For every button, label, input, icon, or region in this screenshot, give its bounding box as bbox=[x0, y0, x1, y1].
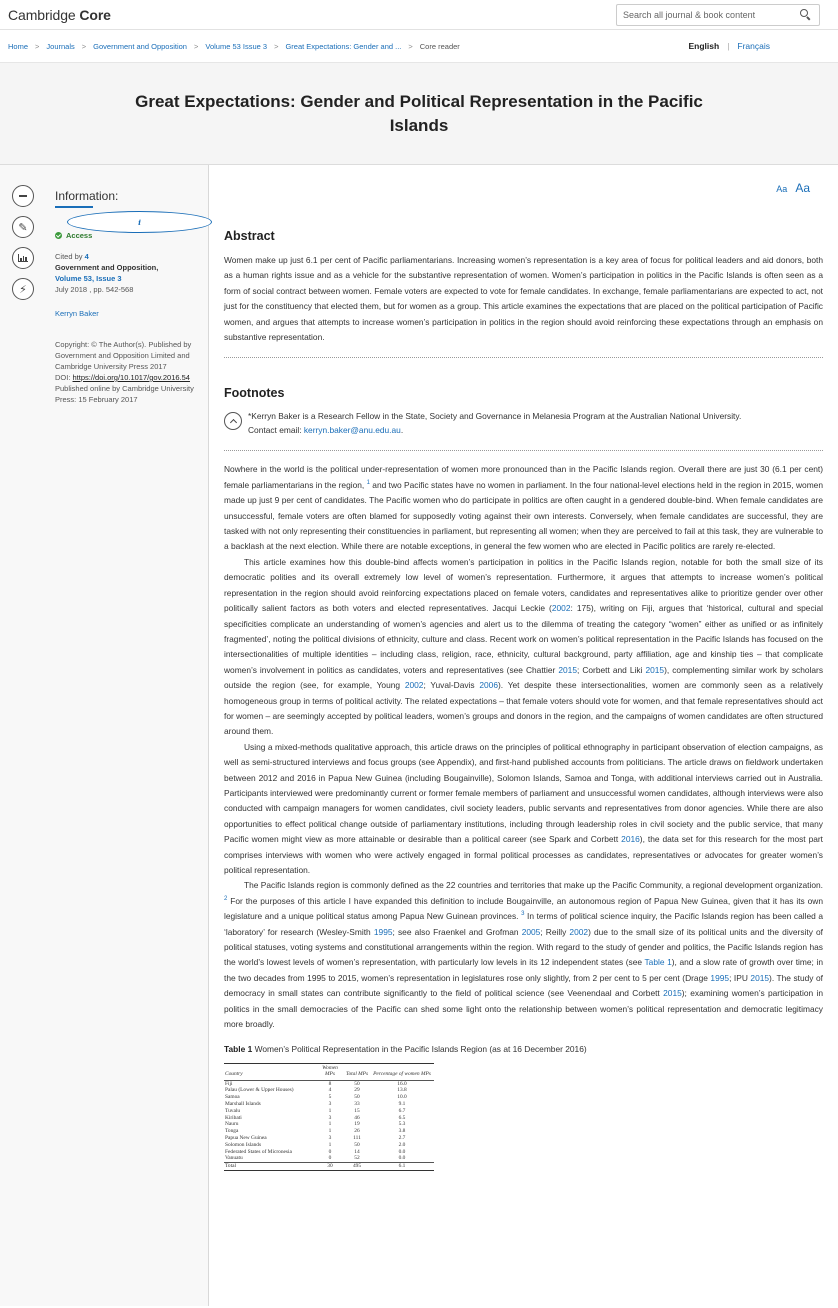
text-run: For the purposes of this article I have expanded this definition to include Bougainville, an autonomous region of Papua New Guinea, given that it has its own legislature and a unique political status among Papua New Guinean provinces. bbox=[224, 895, 824, 922]
footnote-ref[interactable]: 1 bbox=[366, 479, 370, 486]
citation-link[interactable]: 1995 bbox=[373, 926, 393, 937]
breadcrumb-current: Core reader bbox=[419, 41, 460, 51]
table-cell-pct: 13.8 bbox=[397, 1087, 407, 1094]
text-run: ; IPU bbox=[729, 972, 748, 983]
text-run: ; Yuval-Davis bbox=[423, 680, 475, 691]
breadcrumb-journal[interactable]: Government and Opposition bbox=[93, 41, 187, 51]
author-link[interactable]: Kerryn Baker bbox=[55, 309, 99, 318]
citation-link[interactable]: 2005 bbox=[521, 926, 541, 937]
table-cell-country: Tonga bbox=[225, 1128, 239, 1135]
table-row bbox=[224, 1121, 434, 1128]
text-run: ). The study of democracy in small states can contribute significantly to the field of political science (see Veenendaal and Corbett bbox=[224, 972, 824, 999]
citation-link[interactable]: 2002 bbox=[551, 603, 571, 614]
table-cell-country: Solomon Islands bbox=[225, 1141, 262, 1148]
lang-separator: | bbox=[727, 41, 730, 51]
table-row bbox=[224, 1155, 434, 1162]
footnotes-heading: Footnotes bbox=[224, 386, 285, 401]
table-header-row bbox=[224, 1064, 434, 1080]
text-run: and two Pacific states have no women in parliament. In the four national-level elections held in the region in 2015, women made up just 9 per cent of candidates. The Pacific women who do participate in politics are often caught in a gendered double-bind. When female candidates are unsuccessful, female voters are often blamed for supposedly voting against their own interests. Conversely, when female candidates are successful, they are tasked with not only representing their constituencies in parliament, but representing all women; when they are perceived to fail at this task, they are vulnerable to a backlash at the next election. While there are notable exceptions, in general the few women who are elected in Pacific politics are rarely re-elected. bbox=[224, 479, 823, 552]
table-cell-country: Nauru bbox=[225, 1121, 239, 1128]
column-header: Percentage of women MPs bbox=[370, 1064, 434, 1080]
paragraph bbox=[224, 462, 823, 554]
info-title-underline bbox=[55, 206, 93, 208]
footnote-text: *Kerryn Baker is a Research Fellow in the State, Society and Governance in Melanesia Program at the Australian National University. bbox=[248, 411, 742, 422]
breadcrumb-journals[interactable]: Journals bbox=[46, 41, 75, 51]
lightning-icon: ⚡ bbox=[19, 283, 27, 296]
chevron-up-icon bbox=[229, 419, 236, 426]
pen-icon: ✎ bbox=[18, 221, 28, 234]
table-cell-women: 4 bbox=[328, 1087, 332, 1094]
text-run: This article examines how this double-bind affects women’s participation in politics in the Pacific Islands region, notable for both the small size of its democratic polities and its overall extremely low level of women’s representation. Furthermore, it argues that attempts to increase women’s political representation in the region should avoid reinforcing expectations placed on female voters, candidates and representatives alike to prioritize gender over other politically salient factors as both voters and elected representatives. Jacqui Leckie ( bbox=[224, 556, 823, 614]
table-row bbox=[224, 1142, 434, 1149]
logo-text: Cambridge bbox=[8, 6, 76, 23]
table-cell-women: 3 bbox=[328, 1135, 332, 1142]
text-run: ). Yet despite these intersectionalities, women are commonly seen as a relatively homogeneous group in terms of political activity. The related expectations – that female voters should vote for women, and that female representatives should act for women – are seemingly accepted by political leaders, women’s groups and donors in the region, and the campaigns of women candidates are often structured around them. bbox=[224, 680, 823, 737]
doi-label: DOI: bbox=[55, 373, 71, 382]
breadcrumb-separator: > bbox=[81, 41, 87, 51]
citation-link[interactable]: 2016 bbox=[621, 834, 640, 845]
citation-link[interactable]: 2015 bbox=[663, 988, 682, 999]
copyright-text: Copyright: © The Author(s). Published by Government and Opposition Limited and Cambridge University Press 2017 bbox=[55, 340, 192, 371]
table-cell-total: 50 bbox=[354, 1094, 360, 1101]
search-input[interactable] bbox=[623, 10, 793, 20]
contact-label: Contact email: bbox=[248, 425, 302, 436]
table-row bbox=[224, 1101, 434, 1108]
citation-link[interactable]: 1995 bbox=[710, 972, 730, 983]
lang-francais[interactable]: Français bbox=[737, 41, 770, 51]
table-cell-total: 14 bbox=[354, 1148, 360, 1155]
lang-english[interactable]: English bbox=[688, 41, 720, 51]
table-cell-women: 1 bbox=[328, 1128, 332, 1135]
table-cell-total: 495 bbox=[344, 1163, 370, 1171]
breadcrumb-separator: > bbox=[274, 41, 279, 51]
text-run: ); examining women’s participation in politics in the small democracies of the Pacific can shed some light onto the relationship between women’s political representation and democratic legitimacy more broadly. bbox=[224, 988, 824, 1030]
breadcrumb-home[interactable]: Home bbox=[8, 41, 29, 51]
citation-link[interactable]: 2002 bbox=[569, 926, 589, 937]
text-run: ; see also Fraenkel and Grofman bbox=[392, 926, 519, 937]
table-cell-total: 46 bbox=[354, 1114, 360, 1121]
table-cell-total: 29 bbox=[354, 1087, 360, 1094]
cambridge-core-logo[interactable] bbox=[8, 7, 111, 23]
table-cell-country: Marshall Islands bbox=[225, 1101, 261, 1108]
author-email-link[interactable]: kerryn.baker@anu.edu.au bbox=[303, 425, 401, 436]
breadcrumb-issue[interactable]: Volume 53 Issue 3 bbox=[205, 41, 268, 51]
citation-link[interactable]: 2015 bbox=[558, 664, 577, 675]
table-link[interactable]: Table 1 bbox=[644, 957, 672, 968]
page-title: Great Expectations: Gender and Political Representation in the Pacific Islands bbox=[135, 91, 703, 135]
footnote-item bbox=[224, 409, 823, 437]
text-run: : 175), writing on Fiji, argues that ‘historical, cultural and special specificities complicate an understanding of women’s agencies and alert us to the dilemma of treating the category “women” either as unified or as infinitely fragmented’, noting the political divisions of ethnicity, culture and class. Recent work on women’s political representation in the Pacific Islands has focused on the intersectionalities of multiple identities – including class, religion, race, ethnicity, cultural background, party affiliation, age and kinship ties – that complicate women’s involvement in politics as candidates, voters and representatives (see Chattier bbox=[224, 603, 824, 675]
reader-content bbox=[0, 165, 838, 1306]
table-cell-total: 26 bbox=[354, 1128, 360, 1135]
access-label: Access bbox=[66, 231, 93, 240]
paragraph bbox=[224, 878, 823, 1032]
table-cell-country: Total bbox=[224, 1163, 316, 1171]
published-date: Published online by Cambridge University Press: 15 February 2017 bbox=[55, 384, 194, 404]
info-title: Information: bbox=[55, 189, 119, 203]
table-cell-women: 8 bbox=[328, 1080, 332, 1087]
article-body bbox=[209, 165, 838, 1306]
breadcrumb bbox=[8, 42, 460, 51]
table-cell-women: 1 bbox=[328, 1121, 332, 1128]
breadcrumb-bar bbox=[0, 30, 838, 62]
top-bar bbox=[0, 0, 838, 30]
text-run: ) due to the small size of its political units and the diversity of political statuses, voting systems and constitutional arrangements within the region. With regard to the study of gender and politics, the Pacific Islands region has the world’s lowest levels of women’s representation, with particularly low levels in its 12 independent states (see bbox=[224, 926, 824, 968]
table-row bbox=[224, 1115, 434, 1122]
quick-links-button[interactable] bbox=[12, 278, 34, 300]
table-cell-country: Palau (Lower & Upper Houses) bbox=[225, 1087, 294, 1094]
table-cell-total: 19 bbox=[354, 1121, 360, 1128]
search-icon[interactable] bbox=[800, 9, 811, 20]
table-cell-pct: 0.0 bbox=[398, 1148, 406, 1155]
cited-by-count[interactable]: 4 bbox=[84, 252, 89, 261]
table-caption bbox=[224, 1044, 823, 1054]
text-run: ), complementing similar work by scholars outside the region (see, for example, Young bbox=[224, 664, 824, 691]
table-cell-total: 50 bbox=[354, 1141, 360, 1148]
breadcrumb-separator: > bbox=[35, 41, 40, 51]
cited-by-label: Cited by bbox=[55, 252, 83, 261]
table-cell-total: 33 bbox=[354, 1101, 360, 1108]
column-header: Women MPs bbox=[316, 1064, 344, 1080]
text-run: ; Reilly bbox=[540, 926, 567, 937]
table-cell-pct: 16.0 bbox=[397, 1080, 407, 1087]
representation-table[interactable] bbox=[224, 1063, 434, 1171]
table-cell-women: 0 bbox=[328, 1148, 332, 1155]
table-cell-country: Vanuatu bbox=[225, 1155, 243, 1162]
minus-icon bbox=[19, 195, 27, 197]
table-cell-pct: 6.5 bbox=[398, 1114, 406, 1121]
table-cell-pct: 6.1 bbox=[370, 1163, 434, 1171]
paragraph bbox=[224, 555, 823, 740]
table-cell-country: Papua New Guinea bbox=[225, 1135, 267, 1142]
email-period: . bbox=[400, 425, 404, 436]
footnote-text-block bbox=[248, 409, 741, 437]
language-switcher bbox=[688, 41, 770, 51]
table-cell-women: 30 bbox=[316, 1163, 344, 1171]
table-row bbox=[224, 1128, 434, 1135]
table-cell-pct: 0.0 bbox=[398, 1155, 406, 1162]
info-sidebar bbox=[0, 165, 209, 1306]
table-cell-total: 52 bbox=[354, 1155, 360, 1162]
table-row bbox=[224, 1108, 434, 1115]
cited-by bbox=[55, 251, 200, 262]
access-badge bbox=[55, 230, 200, 241]
volume-link[interactable]: Volume 53, Issue 3 bbox=[55, 274, 122, 283]
metrics-button[interactable] bbox=[12, 247, 34, 269]
citation-link[interactable]: 2006 bbox=[479, 680, 498, 691]
table-cell-country: Federated States of Micronesia bbox=[225, 1148, 292, 1155]
article-info bbox=[55, 191, 200, 405]
table-cell-pct: 6.7 bbox=[398, 1107, 406, 1114]
text-run: In terms of political science inquiry, the Pacific Islands region has been called a ‘laboratory’ for research (Wesley-Smith bbox=[224, 911, 824, 937]
table-label: Table 1 bbox=[224, 1044, 253, 1055]
table-cell-pct: 5.3 bbox=[398, 1121, 406, 1128]
table-row bbox=[224, 1149, 434, 1156]
paragraph bbox=[224, 740, 823, 879]
doi-link[interactable]: https://doi.org/10.1017/gov.2016.54 bbox=[72, 373, 190, 382]
table-row bbox=[224, 1087, 434, 1094]
table-row bbox=[224, 1094, 434, 1101]
divider bbox=[224, 450, 823, 451]
collapse-button[interactable] bbox=[12, 185, 34, 207]
citation-link[interactable]: 2015 bbox=[645, 664, 665, 675]
font-size-controls bbox=[776, 179, 810, 197]
abstract-text: Women make up just 6.1 per cent of Pacific parliamentarians. Increasing women’s representation is a key area of focus for political leaders and aid donors, both as a human rights issue and as a vehicle for the substantive representation of women. Women’s participation in politics in the Pacific Islands is often seen as a form of social contract between women. Female voters are expected to vote for female candidates. In exchange, female parliamentarians are expected to act, not just for the constituency that elected them, but for women as a group. This article examines the expectations that are placed on the political participation of Pacific women, and argues that attempts to increase women’s participation in politics in the region should avoid reinforcing these expectations through an emphasis on substantive representation. bbox=[224, 255, 823, 343]
table-cell-pct: 3.8 bbox=[398, 1128, 406, 1135]
pages-info: July 2018 , pp. 542-568 bbox=[55, 285, 134, 294]
check-icon bbox=[55, 232, 62, 239]
title-banner bbox=[0, 62, 838, 165]
text-run: ), and a slow rate of growth over time; in the two decades from 1995 to 2015, women’s representation in legislatures rose only slightly, from 2 per cent to 5 per cent (Drage bbox=[224, 957, 823, 983]
table-cell-pct: 2.0 bbox=[398, 1141, 406, 1148]
article-text bbox=[224, 462, 823, 1032]
table-caption-text: Women’s Political Representation in the Pacific Islands Region (as at 16 December 2016) bbox=[254, 1044, 587, 1055]
text-run: The Pacific Islands region is commonly defined as the 22 countries and territories that make up the Pacific Community, a regional development organization. bbox=[244, 880, 823, 891]
breadcrumb-article[interactable]: Great Expectations: Gender and ... bbox=[285, 41, 402, 51]
table-cell-women: 1 bbox=[328, 1141, 332, 1148]
citation-link[interactable]: 2015 bbox=[750, 972, 770, 983]
table-body bbox=[224, 1080, 434, 1170]
citation-link[interactable]: 2002 bbox=[404, 680, 424, 691]
divider bbox=[224, 357, 823, 358]
font-size-increase[interactable]: Aa bbox=[795, 181, 810, 195]
table-cell-country: Samoa bbox=[225, 1094, 240, 1101]
info-icon: i bbox=[138, 217, 141, 227]
table-cell-country: Kiribati bbox=[225, 1114, 242, 1121]
column-header: Country bbox=[224, 1064, 316, 1080]
text-run: ), the data set for this research for the most part comprises interviews with women who were actively engaged in formal political processes as candidates, representatives or advocates for greater women’s political representation. bbox=[224, 834, 824, 875]
table-cell-pct: 2.7 bbox=[398, 1135, 406, 1142]
text-run: Nowhere in the world is the political under-representation of women more pronounced than in the Pacific Islands region. Overall there are just 30 (6.1 per cent) female parliamentarians in the region, bbox=[224, 464, 823, 490]
table-cell-country: Fiji bbox=[225, 1080, 233, 1087]
table-cell-pct: 9.1 bbox=[398, 1101, 406, 1108]
journal-name: Government and Opposition, bbox=[55, 263, 159, 272]
footnote-ref[interactable]: 2 bbox=[224, 895, 228, 902]
table-cell-total: 50 bbox=[354, 1080, 360, 1087]
text-run: ; Corbett and Liki bbox=[576, 664, 643, 675]
table-cell-women: 3 bbox=[328, 1114, 332, 1121]
doi-info bbox=[55, 372, 200, 383]
table-cell-women: 3 bbox=[328, 1101, 332, 1108]
bar-chart-icon bbox=[18, 254, 28, 262]
annotate-button[interactable] bbox=[12, 216, 34, 238]
table-cell-total: 111 bbox=[353, 1135, 361, 1142]
table-row bbox=[224, 1135, 434, 1142]
footnote-ref[interactable]: 3 bbox=[521, 911, 525, 918]
table-total-row bbox=[224, 1163, 434, 1171]
abstract-heading: Abstract bbox=[224, 229, 275, 243]
logo-bold-text: Core bbox=[79, 6, 111, 23]
table-cell-women: 1 bbox=[328, 1107, 332, 1114]
table-cell-women: 5 bbox=[328, 1094, 332, 1101]
table-cell-pct: 10.0 bbox=[397, 1094, 407, 1101]
text-run: Using a mixed-methods qualitative approach, this article draws on the principles of political ethnography in participant observation of election campaigns, as well as semi-structured interviews and focus groups (see Appendix), and first-hand published accounts from politicians. The article draws on fieldwork undertaken between 2012 and 2016 in Papua New Guinea (including Bougainville), Solomon Islands, Samoa and Tonga, with additional interviews carried out in Australia. Participants interviewed were predominantly current or former female members of parliament and unsuccessful women candidates, although interviews were also conducted with campaign managers for women candidates, civil society leaders, public servants and representatives from donor agencies. While there are also opportunities to effect political change outside of parliamentary institutions, including through leadership roles in civil society and the public service, that many Pacific women might view as more attainable or desirable than a political career (see Spark and Corbett bbox=[224, 741, 823, 845]
table-cell-country: Tuvalu bbox=[225, 1107, 241, 1114]
table-cell-total: 15 bbox=[354, 1107, 360, 1114]
search-box[interactable] bbox=[616, 4, 820, 26]
table-cell-women: 0 bbox=[328, 1155, 332, 1162]
footnote-toggle[interactable] bbox=[224, 412, 242, 430]
font-size-decrease[interactable]: Aa bbox=[776, 184, 788, 194]
breadcrumb-separator: > bbox=[408, 41, 413, 51]
column-header: Total MPs bbox=[344, 1064, 370, 1080]
breadcrumb-separator: > bbox=[193, 41, 199, 51]
